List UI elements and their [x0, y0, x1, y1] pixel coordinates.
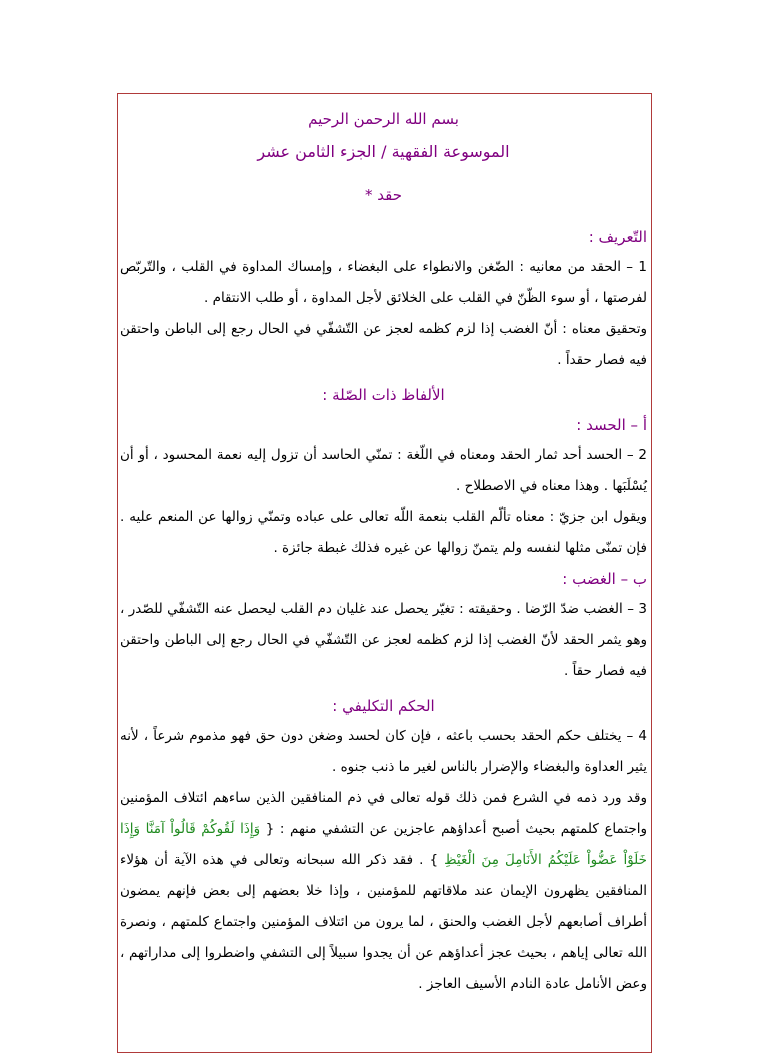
entry-title: حقد * — [364, 186, 402, 204]
ruling-paragraph-1: 4 – يختلف حكم الحقد بحسب باعثه ، فإن كان لحسد وضغن دون حق فهو مذموم شرعاً ، لأنه يثير العداوة والبغضاء والإضرار بالناس لغير ما ذنب جنوه . — [120, 728, 647, 775]
definition-heading: التّعريف : — [588, 228, 647, 246]
envy-paragraph-1: 2 – الحسد أحد ثمار الحقد ومعناه في اللّغة : تمنّي الحاسد أن تزول إليه نعمة المحسود ، أو أن يُسْلَبَها . وهذا معناه في الاصطلاح . — [120, 447, 647, 494]
anger-heading: ب – الغضب : — [562, 570, 647, 588]
definition-paragraph-1: 1 – الحقد من معانيه : الضّغن والانطواء على البغضاء ، وإمساك المداوة في القلب ، والتّربّص لفرصتها ، أو سوء الظّنّ في القلب على الخلائق لأجل المداوة ، أو طلب الانتقام . — [120, 259, 647, 306]
ruling-text-before-verse: وقد ورد ذمه في الشرع فمن ذلك قوله تعالى في ذم المنافقين الذين ساءهم ائتلاف المؤمنين واجتماع كلمتهم بحيث أصبح أعداؤهم عاجزين عن التشفي منهم : { — [120, 790, 647, 837]
encyclopedia-title: الموسوعة الفقهية / الجزء الثامن عشر — [257, 142, 510, 161]
basmala: بسم الله الرحمن الرحيم — [308, 110, 459, 128]
quran-verse: وَإِذَا لَقُوكُمْ قَالُواْ آمَنَّا وَإِذَا خَلَوْاْ عَضُّواْ عَلَيْكُمُ الأَنَامِلَ مِنَ الْغَيْظِ — [120, 821, 647, 868]
ruling-heading: الحكم التكليفي : — [332, 697, 435, 715]
definition-paragraph-2: وتحقيق معناه : أنّ الغضب إذا لزم كظمه لعجز عن التّشفّي في الحال رجع إلى الباطن واحتقن فيه فصار حقداً . — [120, 321, 647, 368]
envy-heading: أ – الحسد : — [576, 416, 647, 434]
related-terms-heading: الألفاظ ذات الصّلة : — [322, 386, 445, 404]
ruling-text-after-verse: } . فقد ذكر الله سبحانه وتعالى في هذه الآية أن هؤلاء المنافقين يظهرون الإيمان عند ملاقاتهم للمؤمنين ، وإذا خلا بعضهم إلى بعض فإنهم يمضون أطراف أصابعهم لأجل الغضب والحنق ، لما يرون من ائتلاف المؤمنين واجتماع كلمتهم ، ونصرة الله تعالى إياهم ، بحيث عجز أعداؤهم عن أن يجدوا سبيلاً إلى التشفي واضطروا إلى مداراتهم ، وعض الأنامل عادة النادم الأسيف العاجز . — [120, 852, 647, 992]
document-body — [120, 96, 647, 1000]
envy-paragraph-2: ويقول ابن جزيّ : معناه تألّم القلب بنعمة اللّه تعالى على عباده وتمنّي زوالها عن المنعم عليه . فإن تمنّى مثلها لنفسه ولم يتمنّ زوالها عن غيره فذلك غبطة جائزة . — [120, 509, 647, 556]
ruling-paragraph-2 — [120, 783, 647, 1000]
anger-paragraph: 3 – الغضب ضدّ الرّضا . وحقيقته : تغيّر يحصل عند غليان دم القلب ليحصل عنه التّشفّي للصّدر ، وهو يثمر الحقد لأنّ الغضب إذا لزم كظمه لعجز عن التّشفّي في الحال رجع إلى الباطن واحتقن فيه فصار حقاً . — [120, 601, 647, 679]
